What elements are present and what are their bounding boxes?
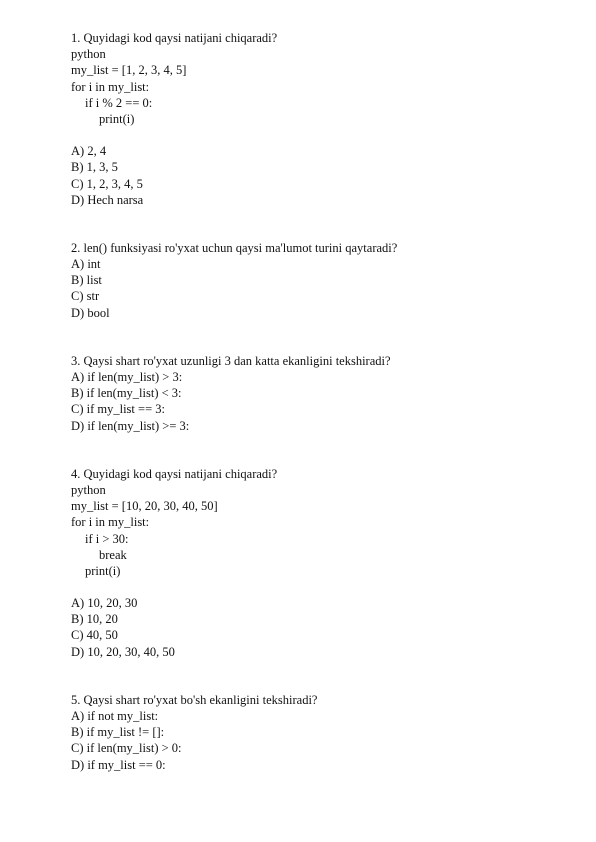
- code-line: python: [71, 482, 106, 497]
- code-line: for i in my_list:: [71, 515, 150, 530]
- option-d: D) if my_list == 0:: [71, 757, 166, 772]
- option-d: D) if len(my_list) >= 3:: [71, 418, 190, 433]
- code-line: my_list = [10, 20, 30, 40, 50]: [71, 499, 218, 514]
- option-a: A) 2, 4: [71, 144, 107, 159]
- option-d: D) 10, 20, 30, 40, 50: [71, 644, 175, 659]
- question-title: 5. Qaysi shart ro'yxat bo'sh ekanligini tekshiradi?: [71, 692, 318, 707]
- code-line: for i in my_list:: [71, 79, 150, 94]
- option-a: A) if not my_list:: [71, 709, 159, 723]
- option-a: A) int: [71, 257, 101, 272]
- question-3: [71, 353, 571, 434]
- question-title: 2. len() funksiyasi ro'yxat uchun qaysi ma'lumot turini qaytaradi?: [71, 240, 398, 255]
- document-page: [71, 30, 571, 773]
- code-line: print(i): [85, 563, 121, 578]
- option-b: B) list: [71, 273, 102, 288]
- question-4: [71, 466, 571, 660]
- option-b: B) if my_list != []:: [71, 725, 165, 740]
- question-title: 4. Quyidagi kod qaysi natijani chiqaradi?: [71, 466, 278, 481]
- option-a: A) 10, 20, 30: [71, 596, 138, 611]
- option-b: B) 1, 3, 5: [71, 160, 118, 175]
- option-c: C) if my_list == 3:: [71, 402, 165, 417]
- question-title: 1. Quyidagi kod qaysi natijani chiqaradi?: [71, 31, 278, 45]
- option-c: C) 1, 2, 3, 4, 5: [71, 176, 143, 191]
- code-line: python: [71, 47, 106, 62]
- option-b: B) 10, 20: [71, 612, 118, 627]
- code-line: print(i): [99, 111, 135, 126]
- code-line: break: [99, 547, 127, 562]
- code-line: my_list = [1, 2, 3, 4, 5]: [71, 63, 187, 78]
- option-a: A) if len(my_list) > 3:: [71, 370, 183, 384]
- question-2: [71, 240, 571, 321]
- option-c: C) str: [71, 289, 100, 304]
- option-c: C) 40, 50: [71, 628, 118, 643]
- option-c: C) if len(my_list) > 0:: [71, 741, 182, 756]
- option-d: D) bool: [71, 305, 110, 320]
- option-b: B) if len(my_list) < 3:: [71, 386, 182, 401]
- question-1: [71, 30, 571, 208]
- question-5: [71, 692, 571, 773]
- code-line: if i > 30:: [85, 531, 129, 546]
- option-d: D) Hech narsa: [71, 192, 144, 207]
- code-line: if i % 2 == 0:: [85, 95, 153, 110]
- question-title: 3. Qaysi shart ro'yxat uzunligi 3 dan katta ekanligini tekshiradi?: [71, 353, 391, 368]
